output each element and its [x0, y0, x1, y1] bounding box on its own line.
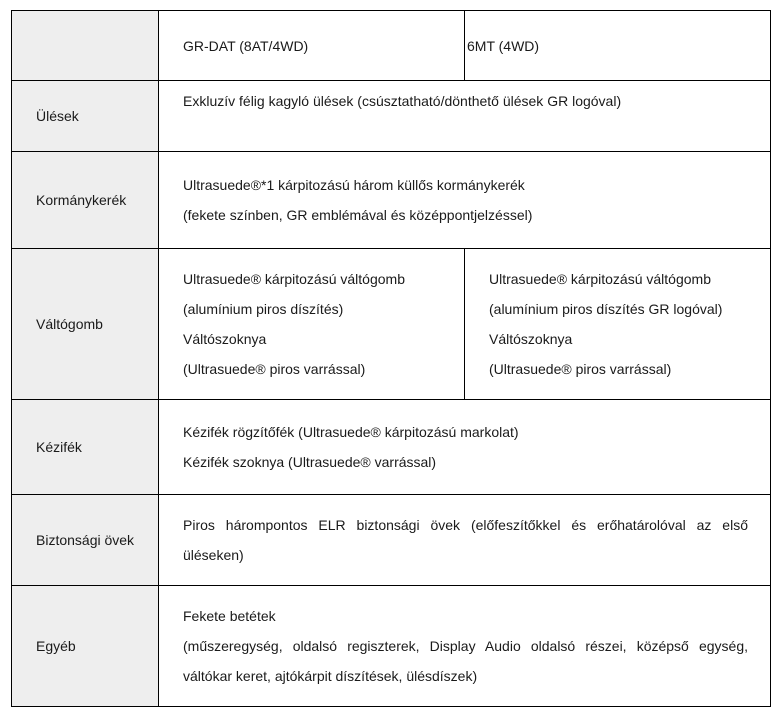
row-value — [159, 495, 771, 586]
row-label: Váltógomb — [12, 249, 159, 400]
value-line: Exkluzív félig kagyló ülések (csúsztatható/dönthető ülések GR logóval) — [183, 93, 622, 109]
row-label: Biztonsági övek — [12, 495, 159, 586]
table-header-row — [12, 11, 771, 81]
row-value — [159, 400, 771, 495]
value-line: (Ultrasuede® piros varrással) — [183, 361, 366, 377]
value-line: (Ultrasuede® piros varrással) — [489, 361, 672, 377]
row-label: Kormánykerék — [12, 152, 159, 249]
value-line: Kézifék rögzítőfék (Ultrasuede® kárpitozású markolat) — [183, 424, 519, 440]
row-value — [159, 81, 771, 152]
value-line: Kézifék szoknya (Ultrasuede® varrással) — [183, 454, 437, 470]
table-row-seats — [12, 81, 771, 152]
table-row-seat-belts — [12, 495, 771, 586]
table-row-other — [12, 586, 771, 707]
spec-table — [11, 10, 771, 707]
row-label: Egyéb — [12, 586, 159, 707]
header-6mt — [465, 11, 771, 81]
row-value-6mt — [465, 249, 771, 400]
row-label: Kézifék — [12, 400, 159, 495]
value-line: Váltószoknya — [489, 331, 573, 347]
table-row-shift-knob — [12, 249, 771, 400]
value-line: (alumínium piros díszítés) — [183, 301, 344, 317]
value-line: (műszeregység, oldalsó regiszterek, Display Audio oldalsó részei, középső egység, váltókar keret, ajtókárpit díszítések, ülésdíszek) — [183, 638, 748, 684]
table-row-handbrake — [12, 400, 771, 495]
value-line: (fekete színben, GR emblémával és középpontjelzéssel) — [183, 207, 533, 223]
row-value — [159, 586, 771, 707]
value-line: Piros hárompontos ELR biztonsági övek (előfeszítőkkel és erőhatárolóval az első üléseken) — [183, 517, 748, 563]
value-line: Váltószoknya — [183, 331, 267, 347]
value-line: Fekete betétek — [183, 608, 276, 624]
header-gr-dat — [159, 11, 465, 81]
row-value — [159, 152, 771, 249]
header-empty-cell — [12, 11, 159, 81]
value-line: Ultrasuede®*1 kárpitozású három küllős kormánykerék — [183, 177, 525, 193]
value-line: Ultrasuede® kárpitozású váltógomb — [183, 271, 405, 287]
header-6mt-text: 6MT (4WD) — [467, 37, 540, 54]
row-label: Ülések — [12, 81, 159, 152]
row-value-gr-dat — [159, 249, 465, 400]
value-line: Ultrasuede® kárpitozású váltógomb — [489, 271, 711, 287]
value-line: (alumínium piros díszítés GR logóval) — [489, 301, 723, 317]
table-row-steering-wheel — [12, 152, 771, 249]
header-gr-dat-text: GR-DAT (8AT/4WD) — [183, 37, 309, 54]
